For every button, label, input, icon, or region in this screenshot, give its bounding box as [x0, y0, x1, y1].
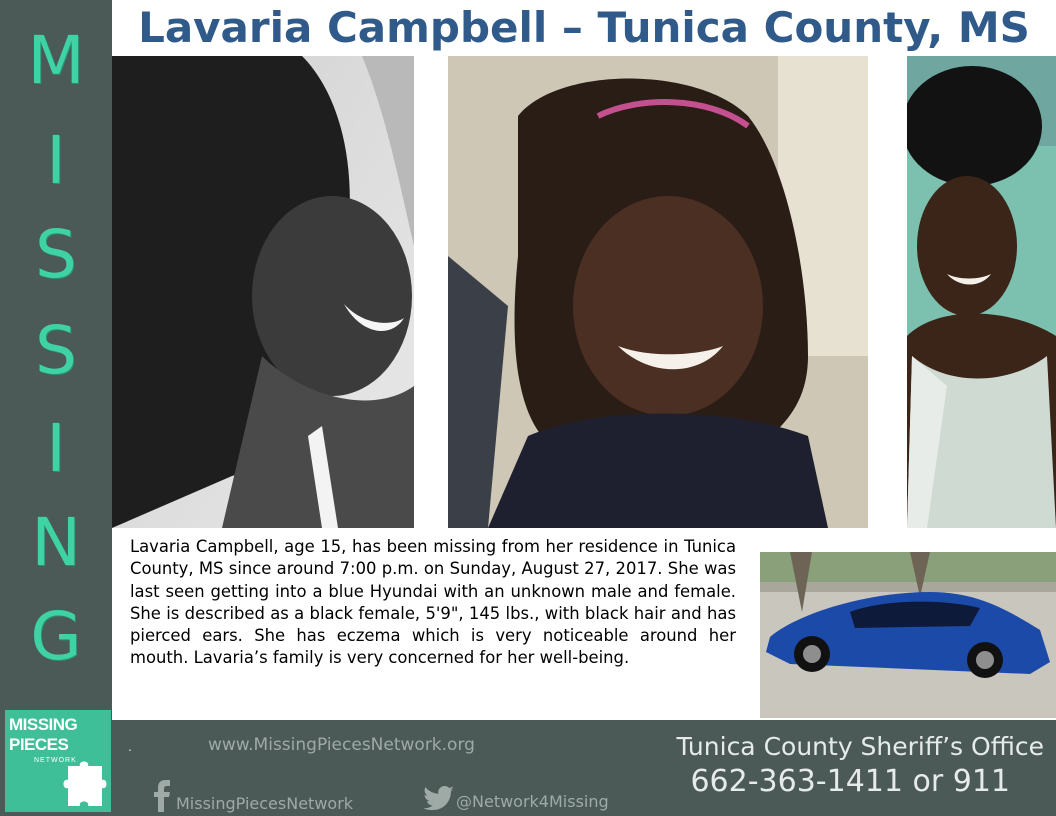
- missing-letter-s: S: [35, 216, 77, 293]
- missing-letter-n: N: [31, 504, 81, 581]
- contact-phone[interactable]: 662-363-1411 or 911: [690, 764, 1010, 799]
- photo-color-portrait: [448, 56, 868, 528]
- logo-line-network: NETWORK: [34, 757, 77, 764]
- sheriff-office: Tunica County Sheriff’s Office: [676, 732, 1044, 761]
- photo-right-portrait: [907, 56, 1056, 528]
- missing-letter-i: I: [46, 410, 66, 487]
- missing-sidebar: [0, 0, 112, 712]
- puzzle-piece-icon: [58, 756, 110, 810]
- logo-line-missing: MISSING: [9, 715, 78, 734]
- description-text: Lavaria Campbell, age 15, has been missing from her residence in Tunica County, MS since around 7:00 p.m. on Sunday, August 27, 2017. She was last seen getting into a blue Hyundai with an unknown male and female. She is described as a black female, 5'9", 145 lbs., with black hair and has pierced ears. She has eczema which is very noticeable around her mouth. Lavaria’s family is very concerned for her well-being.: [130, 537, 736, 668]
- missing-letter-g: G: [30, 598, 82, 675]
- twitter-handle[interactable]: @Network4Missing: [456, 792, 609, 811]
- photo-blue-car: [760, 552, 1056, 718]
- poster-title: Lavaria Campbell – Tunica County, MS: [138, 3, 1030, 52]
- photo-grayscale-portrait: [112, 56, 414, 528]
- facebook-icon[interactable]: [154, 780, 172, 812]
- facebook-handle[interactable]: MissingPiecesNetwork: [176, 794, 354, 813]
- website-link[interactable]: www.MissingPiecesNetwork.org: [208, 735, 475, 755]
- missing-letter-s: S: [35, 312, 77, 389]
- footer-dot: .: [128, 738, 132, 754]
- logo-line-pieces: PIECES: [9, 735, 69, 754]
- twitter-icon[interactable]: [424, 786, 454, 810]
- missing-letter-m: M: [27, 22, 85, 99]
- missing-letter-i: I: [46, 122, 66, 199]
